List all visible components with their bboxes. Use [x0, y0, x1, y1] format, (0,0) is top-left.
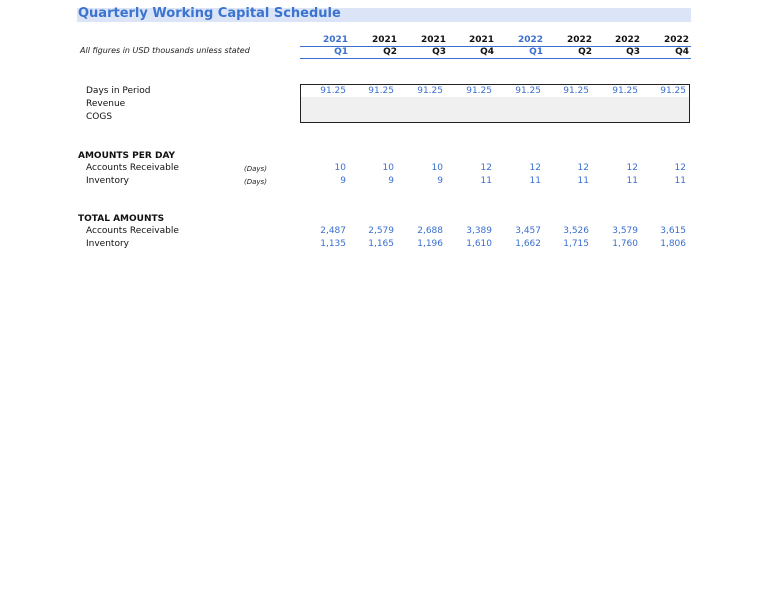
row-label-cogs: COGS	[86, 112, 113, 122]
inventory-total-cell[interactable]: 1,760	[612, 239, 638, 249]
period-quarter: Q2	[383, 47, 397, 57]
period-quarter: Q2	[578, 47, 592, 57]
days-in-period-cell[interactable]: 91.25	[660, 86, 686, 96]
inventory-total-cell[interactable]: 1,715	[563, 239, 589, 249]
inventory-total-cell[interactable]: 1,610	[466, 239, 492, 249]
inventory-days-cell[interactable]: 11	[577, 176, 589, 186]
row-label-apd-ar: Accounts Receivable	[86, 163, 179, 173]
row-label-apd-inventory: Inventory	[86, 176, 129, 186]
inventory-days-cell[interactable]: 9	[388, 176, 394, 186]
year-underline	[300, 46, 691, 47]
days-in-period-cell[interactable]: 91.25	[466, 86, 492, 96]
sheet-title: Quarterly Working Capital Schedule	[78, 6, 341, 21]
ar-days-cell[interactable]: 12	[626, 163, 638, 173]
quarter-underline	[300, 58, 691, 59]
days-in-period-cell[interactable]: 91.25	[320, 86, 346, 96]
period-year: 2022	[566, 35, 592, 45]
unit-label: (Days)	[244, 165, 267, 173]
inventory-days-cell[interactable]: 9	[340, 176, 346, 186]
days-in-period-cell[interactable]: 91.25	[563, 86, 589, 96]
inventory-total-cell[interactable]: 1,196	[417, 239, 443, 249]
period-year: 2021	[322, 35, 348, 45]
inventory-days-cell[interactable]: 9	[437, 176, 443, 186]
inventory-days-cell[interactable]: 11	[529, 176, 541, 186]
days-in-period-cell[interactable]: 91.25	[368, 86, 394, 96]
ar-days-cell[interactable]: 10	[431, 163, 443, 173]
period-quarter: Q4	[675, 47, 689, 57]
section-header-total-amounts: TOTAL AMOUNTS	[78, 214, 165, 224]
ar-days-cell[interactable]: 10	[334, 163, 346, 173]
inventory-days-cell[interactable]: 11	[480, 176, 492, 186]
row-label-days-in-period: Days in Period	[86, 86, 151, 96]
period-quarter: Q3	[626, 47, 640, 57]
ar-total-cell[interactable]: 2,487	[320, 226, 346, 236]
ar-days-cell[interactable]: 12	[480, 163, 492, 173]
ar-days-cell[interactable]: 12	[529, 163, 541, 173]
ar-total-cell[interactable]: 3,579	[612, 226, 638, 236]
period-year: 2021	[420, 35, 446, 45]
ar-total-cell[interactable]: 2,579	[368, 226, 394, 236]
inventory-days-cell[interactable]: 11	[626, 176, 638, 186]
inventory-days-cell[interactable]: 11	[674, 176, 686, 186]
inventory-total-cell[interactable]: 1,165	[368, 239, 394, 249]
ar-days-cell[interactable]: 12	[674, 163, 686, 173]
ar-total-cell[interactable]: 2,688	[417, 226, 443, 236]
inventory-total-cell[interactable]: 1,806	[660, 239, 686, 249]
ar-days-cell[interactable]: 10	[382, 163, 394, 173]
section-header-amounts-per-day: AMOUNTS PER DAY	[78, 151, 176, 161]
ar-total-cell[interactable]: 3,615	[660, 226, 686, 236]
days-in-period-cell[interactable]: 91.25	[515, 86, 541, 96]
period-year: 2022	[614, 35, 640, 45]
row-label-total-ar: Accounts Receivable	[86, 226, 179, 236]
period-quarter: Q4	[480, 47, 494, 57]
ar-total-cell[interactable]: 3,457	[515, 226, 541, 236]
inventory-total-cell[interactable]: 1,135	[320, 239, 346, 249]
period-year: 2022	[517, 35, 543, 45]
unit-label: (Days)	[244, 178, 267, 186]
units-note: All figures in USD thousands unless stated	[80, 46, 250, 55]
days-in-period-cell[interactable]: 91.25	[417, 86, 443, 96]
period-quarter: Q1	[334, 47, 348, 57]
inventory-total-cell[interactable]: 1,662	[515, 239, 541, 249]
period-year: 2021	[371, 35, 397, 45]
row-label-revenue: Revenue	[86, 99, 126, 109]
period-quarter: Q1	[529, 47, 543, 57]
period-quarter: Q3	[432, 47, 446, 57]
ar-total-cell[interactable]: 3,526	[563, 226, 589, 236]
row-label-total-inventory: Inventory	[86, 239, 129, 249]
period-year: 2021	[468, 35, 494, 45]
days-in-period-cell[interactable]: 91.25	[612, 86, 638, 96]
period-year: 2022	[663, 35, 689, 45]
ar-days-cell[interactable]: 12	[577, 163, 589, 173]
ar-total-cell[interactable]: 3,389	[466, 226, 492, 236]
